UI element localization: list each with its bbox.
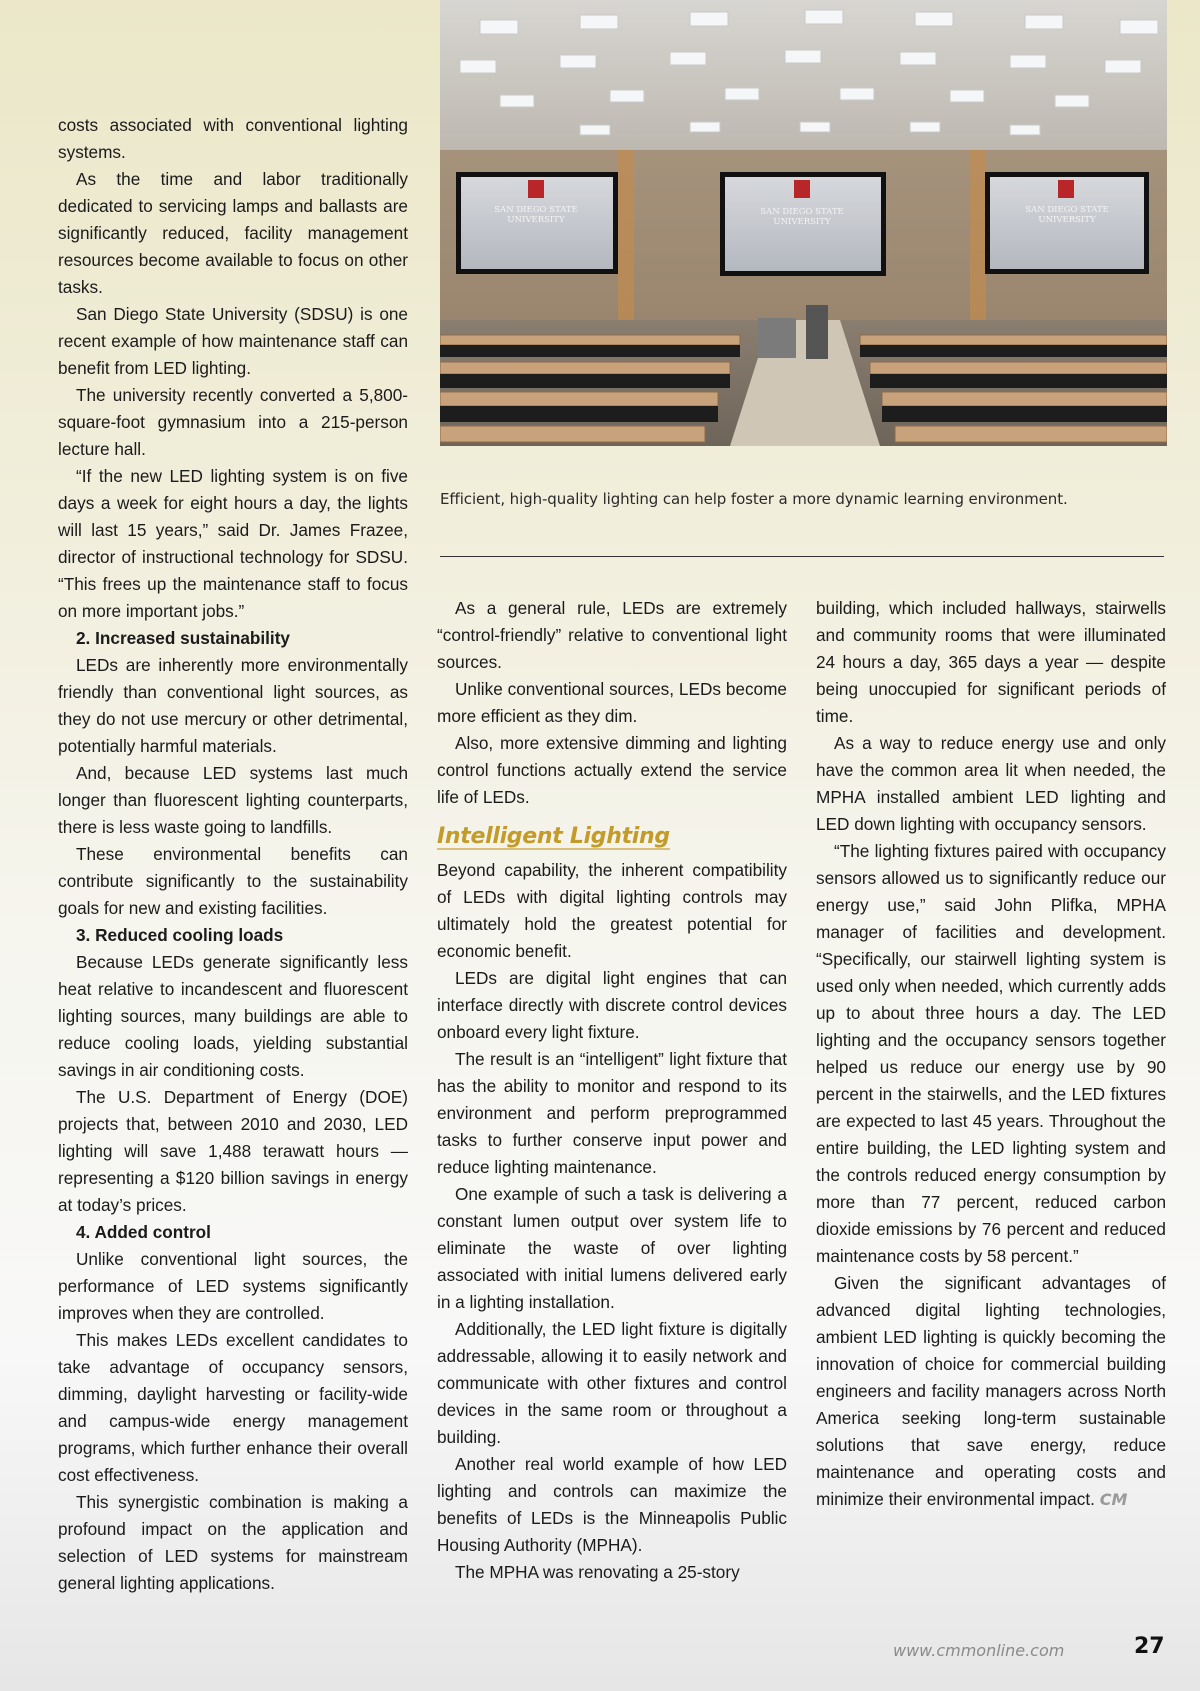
body-paragraph: This makes LEDs excellent candidates to take advantage of occupancy sensors, dimming, daylight harvesting or facility-wide and campus-wide energy management programs, which further enhance their overall cost effectiveness.	[58, 1330, 408, 1485]
section-heading: Intelligent Lighting	[437, 824, 670, 849]
subheading: 2. Increased sustainability	[76, 628, 290, 648]
projection-screens	[456, 172, 1149, 276]
body-paragraph: One example of such a task is delivering a constant lumen output over system life to eliminate the waste of over lighting associated with initial lumens delivered early in a lighting installation.	[437, 1184, 787, 1312]
body-paragraph: This synergistic combination is making a profound impact on the application and selection of LED systems for mainstream general lighting applications.	[58, 1492, 408, 1593]
article-column-3	[816, 595, 1166, 1513]
body-paragraph: “The lighting fixtures paired with occupancy sensors allowed us to significantly reduce our energy use,” said John Plifka, MPHA manager of facilities and development. “Specifically, our stairwell lighting system is used only when needed, which currently adds up to about three hours a day. The LED lighting and the occupancy sensors together helped us reduce our energy use by 90 percent in the stairwells, and the LED fixtures are expected to last 45 years. Throughout the entire building, the LED lighting system and the controls reduced energy consumption by more than 77 percent, reduced carbon dioxide emissions by 76 percent and reduced maintenance costs by 58 percent.”	[816, 841, 1166, 1266]
body-paragraph: Beyond capability, the inherent compatibility of LEDs with digital lighting controls may ultimately hold the greatest potential for economic benefit.	[437, 860, 787, 961]
screen-logo-text: SAN DIEGO STATE	[494, 205, 578, 215]
body-paragraph: Unlike conventional light sources, the performance of LED systems significantly improves when they are controlled.	[58, 1249, 408, 1323]
body-paragraph	[816, 1270, 1166, 1513]
body-paragraph: costs associated with conventional lighting systems.	[58, 115, 408, 162]
body-paragraph: As a general rule, LEDs are extremely “control-friendly” relative to conventional light sources.	[437, 598, 787, 672]
body-paragraph: Because LEDs generate significantly less heat relative to incandescent and fluorescent lighting sources, many buildings are able to reduce cooling loads, yielding substantial savings in air conditioning costs.	[58, 952, 408, 1080]
screen-logo-text: UNIVERSITY	[1038, 215, 1096, 225]
body-paragraph: “If the new LED lighting system is on five days a week for eight hours a day, the lights will last 15 years,” said Dr. James Frazee, director of instructional technology for SDSU. “This frees up the maintenance staff to focus on more important jobs.”	[58, 466, 408, 621]
screen-logo-text: UNIVERSITY	[773, 217, 831, 227]
caption-divider	[440, 556, 1164, 557]
article-column-2	[437, 595, 787, 1586]
body-paragraph: These environmental benefits can contribute significantly to the sustainability goals for new and existing facilities.	[58, 844, 408, 918]
body-paragraph: Also, more extensive dimming and lighting control functions actually extend the service life of LEDs.	[437, 733, 787, 807]
body-paragraph: As a way to reduce energy use and only have the common area lit when needed, the MPHA installed ambient LED lighting and LED down lighting with occupancy sensors.	[816, 733, 1166, 834]
screen-logo-text: UNIVERSITY	[507, 215, 565, 225]
body-paragraph: LEDs are digital light engines that can interface directly with discrete control devices onboard every light fixture.	[437, 968, 787, 1042]
body-paragraph: San Diego State University (SDSU) is one recent example of how maintenance staff can benefit from LED lighting.	[58, 304, 408, 378]
end-mark: CM	[1099, 1490, 1128, 1509]
subheading: 3. Reduced cooling loads	[76, 925, 284, 945]
body-paragraph: As the time and labor traditionally dedicated to servicing lamps and ballasts are significantly reduced, facility management resources become available to focus on other tasks.	[58, 169, 408, 297]
subheading: 4. Added control	[76, 1222, 211, 1242]
photo-caption: Efficient, high-quality lighting can help foster a more dynamic learning environment.	[440, 490, 1068, 508]
screen-logo-text: SAN DIEGO STATE	[1025, 205, 1109, 215]
screen-logo-text: SAN DIEGO STATE	[760, 207, 844, 217]
lecture-hall-photo	[440, 0, 1167, 446]
article-column-1	[58, 112, 408, 1597]
body-paragraph: The U.S. Department of Energy (DOE) projects that, between 2010 and 2030, LED lighting will save 1,488 terawatt hours — representing a $120 billion savings in energy at today’s prices.	[58, 1087, 408, 1215]
body-paragraph: building, which included hallways, stairwells and community rooms that were illuminated 24 hours a day, 365 days a year — despite being unoccupied for significant periods of time.	[816, 598, 1166, 726]
body-paragraph: And, because LED systems last much longer than fluorescent lighting counterparts, there is less waste going to landfills.	[58, 763, 408, 837]
footer-url: www.cmmonline.com	[893, 1641, 1065, 1660]
body-paragraph: The MPHA was renovating a 25-story	[455, 1562, 740, 1582]
body-paragraph: Additionally, the LED light fixture is digitally addressable, allowing it to easily network and communicate with other fixtures and control devices in the same room or throughout a building.	[437, 1319, 787, 1447]
body-paragraph: The result is an “intelligent” light fixture that has the ability to monitor and respond to its environment and perform preprogrammed tasks to further conserve input power and reduce lighting maintenance.	[437, 1049, 787, 1177]
paragraph-text: Given the significant advantages of advanced digital lighting technologies, ambient LED lighting is quickly becoming the innovation of choice for commercial building engineers and facility managers across North America seeking long-term sustainable solutions that save energy, reduce maintenance and operating costs and minimize their environmental impact.	[816, 1273, 1166, 1509]
body-paragraph: LEDs are inherently more environmentally friendly than conventional light sources, as they do not use mercury or other detrimental, potentially harmful materials.	[58, 655, 408, 756]
page-number: 27	[1134, 1634, 1165, 1659]
body-paragraph: Unlike conventional sources, LEDs become more efficient as they dim.	[437, 679, 787, 726]
body-paragraph: Another real world example of how LED lighting and controls can maximize the benefits of LEDs is the Minneapolis Public Housing Authority (MPHA).	[437, 1454, 787, 1555]
body-paragraph: The university recently converted a 5,800-square-foot gymnasium into a 215-person lecture hall.	[58, 385, 408, 459]
